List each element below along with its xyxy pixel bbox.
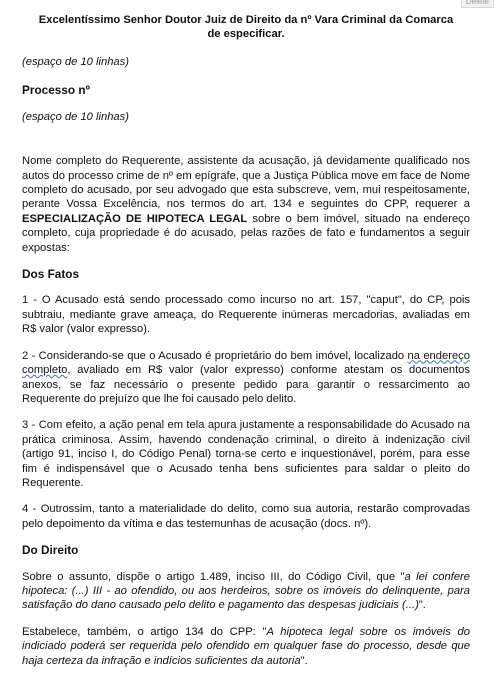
section-heading-law: Do Direito: [22, 543, 79, 558]
fact-paragraph-4: 4 - Outrossim, tanto a materialidade do delito, como sua autoria, restarão comprovadas pelo depoimento da vítima e das testemunhas de acusação (docs. nº).: [22, 503, 470, 530]
process-label: Processo nº: [22, 83, 90, 98]
title-line-2: de especificar.: [207, 27, 285, 40]
section-heading-facts: Dos Fatos: [22, 267, 80, 282]
fact2-text-end: , avaliado em R$ valor (valor expresso) conforme atestam os documentos anexos, se faz necessário o presente pedido para garantir o ressarcimento ao Requerente do prejuízo que lhe foi causado pelo delito.: [22, 364, 470, 405]
spacing-note: (espaço de 10 linhas): [22, 56, 129, 68]
fact-paragraph-1: 1 - O Acusado está sendo processado como incurso no art. 157, "caput", do CP, pois subtraiu, mediante grave ameaça, do Requerente inúmeras mercadorias, avaliadas em R$ valor (valor expresso).: [22, 294, 470, 336]
intro-text-end: sobre o bem imóvel, situado na endereço completo, cuja propriedade é do acusado, pelas razões de fato e fundamentos a seguir expostas:: [22, 212, 470, 254]
document-page: [22, 14, 470, 680]
intro-bold-text: ESPECIALIZAÇÃO DE HIPOTECA LEGAL: [22, 212, 248, 225]
fact-paragraph-3: 3 - Com efeito, a ação penal em tela apura justamente a responsabilidade do Acusado na prática criminosa. Assim, havendo condenação criminal, o direito à indenização civil (artigo 91, inciso I, do Código Penal) torna-se certo e inquestionável, porém, para esse fim é indispensável que o Acusado tenha bens suficientes para saldar o pleito do Requerente.: [22, 419, 470, 489]
law2-text: Estabelece, também, o artigo 134 do CPP: ": [22, 625, 267, 638]
fact2-text: 2 - Considerando-se que o Acusado é proprietário do bem imóvel, localizado: [22, 349, 408, 362]
law1-text: Sobre o assunto, dispõe o artigo 1.489, inciso III, do Código Civil, que ": [22, 570, 405, 583]
document-title: [22, 14, 470, 41]
fact-paragraph-2: [22, 349, 470, 407]
law-paragraph-2: [22, 625, 470, 668]
law2-text-end: ".: [300, 654, 308, 667]
law1-text-end: ".: [418, 599, 426, 612]
law1-quote: a lei confere hipoteca: (...) III - ao ofendido, ou aos herdeiros, sobre os imóveis do delinquente, para satisfação do dano causado pelo delito e pagamento das despesas judiciais (...): [22, 570, 470, 612]
law2-quote: A hipoteca legal sobre os imóveis do indiciado poderá ser requerida pelo ofendido em qualquer fase do processo, desde que haja certeza da infração e indícios suficientes da autoria: [22, 625, 471, 667]
spacing-note: (espaço de 10 linhas): [22, 110, 129, 123]
corner-toolbar-label[interactable]: Delete: [461, 0, 494, 8]
intro-paragraph: [22, 154, 470, 255]
law-paragraph-1: [22, 570, 470, 613]
intro-text: Nome completo do Requerente, assistente da acusação, já devidamente qualificado nos autos do processo crime de nº em epígrafe, que a Justiça Pública move em face de Nome completo do acusado, por seu advogado que esta subscreve, vem, mui respeitosamente, perante Vossa Excelência, nos termos do art. 134 e seguintes do CPP, requerer a: [22, 155, 470, 211]
title-line-1: Excelentíssimo Senhor Doutor Juiz de Direito da nº Vara Criminal da Comarca: [38, 14, 454, 26]
spellcheck-underlined-text[interactable]: na endereço completo: [22, 349, 470, 377]
